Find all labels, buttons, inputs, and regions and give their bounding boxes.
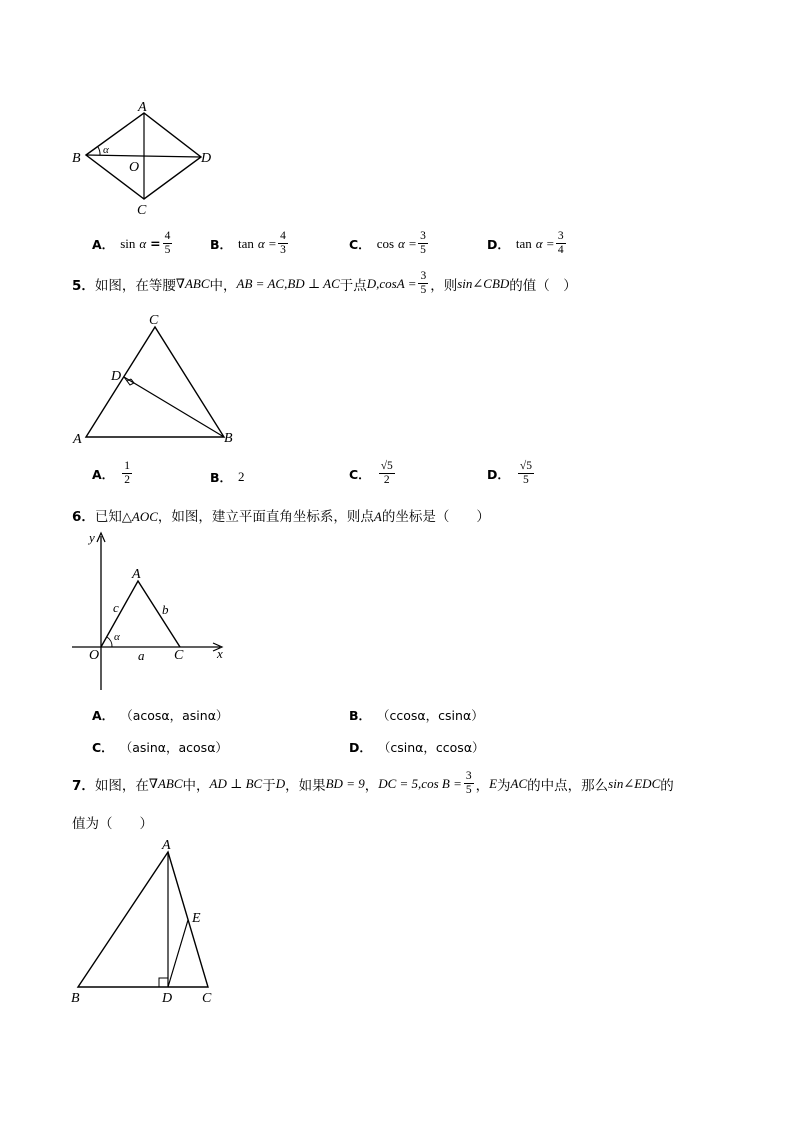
q6-label-A: A xyxy=(132,567,141,582)
q5-label-B: B xyxy=(224,431,233,446)
q5-text: 中， xyxy=(209,277,237,294)
eq: = xyxy=(268,235,277,251)
q7-text: ， xyxy=(364,777,379,794)
q6-option-c[interactable] xyxy=(92,738,228,756)
q7-text: 为 xyxy=(497,777,511,794)
rhombus-label-alpha: α xyxy=(103,144,109,156)
q7-triangle: ∇ABC xyxy=(148,775,183,791)
q7-text: 中， xyxy=(182,777,210,794)
option-text: （csinα，ccosα） xyxy=(377,740,485,755)
q5-text: 如图，在等腰 xyxy=(94,277,176,294)
q6-text: 已知 xyxy=(94,509,122,525)
q4-option-d[interactable] xyxy=(487,230,568,257)
q7-fraction: $\frac{3}{5}$ xyxy=(465,770,472,797)
q5-figure xyxy=(68,308,248,453)
func: sin xyxy=(120,235,136,251)
q5-stem xyxy=(72,270,577,297)
fraction: $\frac{3}{4}$ xyxy=(557,230,564,257)
q4-option-c[interactable] xyxy=(349,230,430,257)
q6-label-a: a xyxy=(138,648,145,663)
q5-text: 于点 xyxy=(339,277,367,294)
q7-point: E xyxy=(489,775,498,791)
q5-option-c[interactable] xyxy=(349,460,397,487)
q7-label-B: B xyxy=(71,991,80,1006)
q6-label-x: x xyxy=(217,646,223,661)
q6-label-O: O xyxy=(89,648,100,663)
rhombus-label-A: A xyxy=(138,100,147,115)
option-text: （asinα，acosα） xyxy=(119,740,228,755)
q5-triangle: ∇ABC xyxy=(175,275,210,291)
var: α xyxy=(398,235,405,251)
option-label: A． xyxy=(92,236,115,252)
fraction: $\frac{4}{3}$ xyxy=(280,230,286,257)
q7-stem-line2: 值为（ ） xyxy=(72,816,153,832)
q7-segment: AC xyxy=(510,775,528,791)
q5-label-A: A xyxy=(73,432,82,447)
rhombus-label-O: O xyxy=(129,160,140,175)
q5-text: 的值（ ） xyxy=(509,277,577,294)
option-text: （ccosα，csinα） xyxy=(377,708,484,723)
func: cos xyxy=(376,235,395,251)
option-label: C． xyxy=(349,466,371,482)
q6-number: 6． xyxy=(72,509,95,525)
q6-label-b: b xyxy=(162,602,169,617)
q6-figure xyxy=(70,528,230,693)
q6-option-d[interactable] xyxy=(349,738,485,756)
rhombus-label-C: C xyxy=(137,203,147,218)
q5-option-a[interactable] xyxy=(92,460,134,487)
eq: = xyxy=(408,235,417,251)
q7-text: ， xyxy=(475,777,490,794)
fraction: $\frac{3}{5}$ xyxy=(420,230,426,257)
q5-target: sin∠CBD xyxy=(457,275,510,291)
option-value: 2 xyxy=(238,469,245,484)
fraction: $\frac{4}{5}$ xyxy=(164,230,171,257)
q6-label-y: y xyxy=(89,530,95,545)
q6-label-c: c xyxy=(113,600,119,615)
fraction: $\frac{1}{2}$ xyxy=(124,460,130,487)
q7-text: 的 xyxy=(660,777,674,794)
fraction: $\frac{√5}{2}$ xyxy=(380,460,393,487)
q7-label-A: A xyxy=(162,838,171,853)
q5-number: 5． xyxy=(72,277,95,294)
q6-label-alpha: α xyxy=(114,631,120,643)
rhombus-label-B: B xyxy=(72,151,81,166)
q7-condition: AD ⊥ BC xyxy=(209,775,263,791)
q6-label-C: C xyxy=(174,648,184,663)
fraction: $\frac{√5}{5}$ xyxy=(519,460,532,487)
q6-option-a[interactable] xyxy=(92,706,228,724)
option-label: C． xyxy=(92,740,114,755)
option-text: （acosα，asinα） xyxy=(120,708,229,723)
q6-stem xyxy=(72,505,490,525)
rhombus-figure xyxy=(60,95,230,225)
option-label: B． xyxy=(210,470,233,485)
q7-stem xyxy=(72,770,674,797)
option-label: C． xyxy=(349,236,371,252)
q5-condition: D,cosA = xyxy=(366,275,417,291)
var: α xyxy=(257,235,265,251)
eq: = xyxy=(546,235,554,251)
q5-label-D: D xyxy=(111,369,122,384)
q7-point: D xyxy=(275,775,286,791)
q7-label-D: D xyxy=(162,991,173,1006)
q5-option-b[interactable] xyxy=(210,468,245,486)
q5-option-d[interactable] xyxy=(487,460,536,487)
rhombus-label-D: D xyxy=(201,151,212,166)
q7-label-C: C xyxy=(202,991,212,1006)
q6-text: 的坐标是（ ） xyxy=(381,509,490,525)
q7-number: 7． xyxy=(72,777,95,794)
q7-text: 于 xyxy=(262,777,276,794)
q7-label-E: E xyxy=(192,911,201,926)
q7-text: 如图，在 xyxy=(94,777,149,794)
option-label: D． xyxy=(487,236,510,252)
q7-target: sin∠EDC xyxy=(608,775,661,791)
q5-condition: AB = AC,BD ⊥ AC xyxy=(236,275,340,291)
q4-option-a[interactable] xyxy=(92,230,174,257)
q6-text: ，如图，建立平面直角坐标系，则点 xyxy=(157,509,374,525)
q7-text: ，如果 xyxy=(285,777,326,794)
var: α xyxy=(535,235,543,251)
q7-figure xyxy=(66,832,226,1012)
q5-text: ，则 xyxy=(430,277,458,294)
q5-fraction: $\frac{3}{5}$ xyxy=(420,270,427,297)
option-label: B． xyxy=(349,708,372,723)
func: tan xyxy=(238,235,254,251)
q7-condition: BD = 9 xyxy=(325,775,365,791)
option-label: A． xyxy=(92,708,115,723)
var: α xyxy=(139,235,147,251)
q6-option-b[interactable] xyxy=(349,706,484,724)
option-label: D． xyxy=(349,740,372,755)
option-label: D． xyxy=(487,466,510,482)
q7-condition: DC = 5,cos B = xyxy=(378,775,462,791)
q4-option-b[interactable] xyxy=(210,230,290,257)
option-label: A． xyxy=(92,466,115,482)
func: tan xyxy=(515,235,532,251)
eq: = xyxy=(150,236,161,252)
option-label: B． xyxy=(210,236,233,252)
q5-label-C: C xyxy=(149,313,159,328)
q6-point: A xyxy=(373,509,382,524)
q6-triangle: △AOC xyxy=(121,509,158,524)
q7-text: 的中点，那么 xyxy=(527,777,609,794)
